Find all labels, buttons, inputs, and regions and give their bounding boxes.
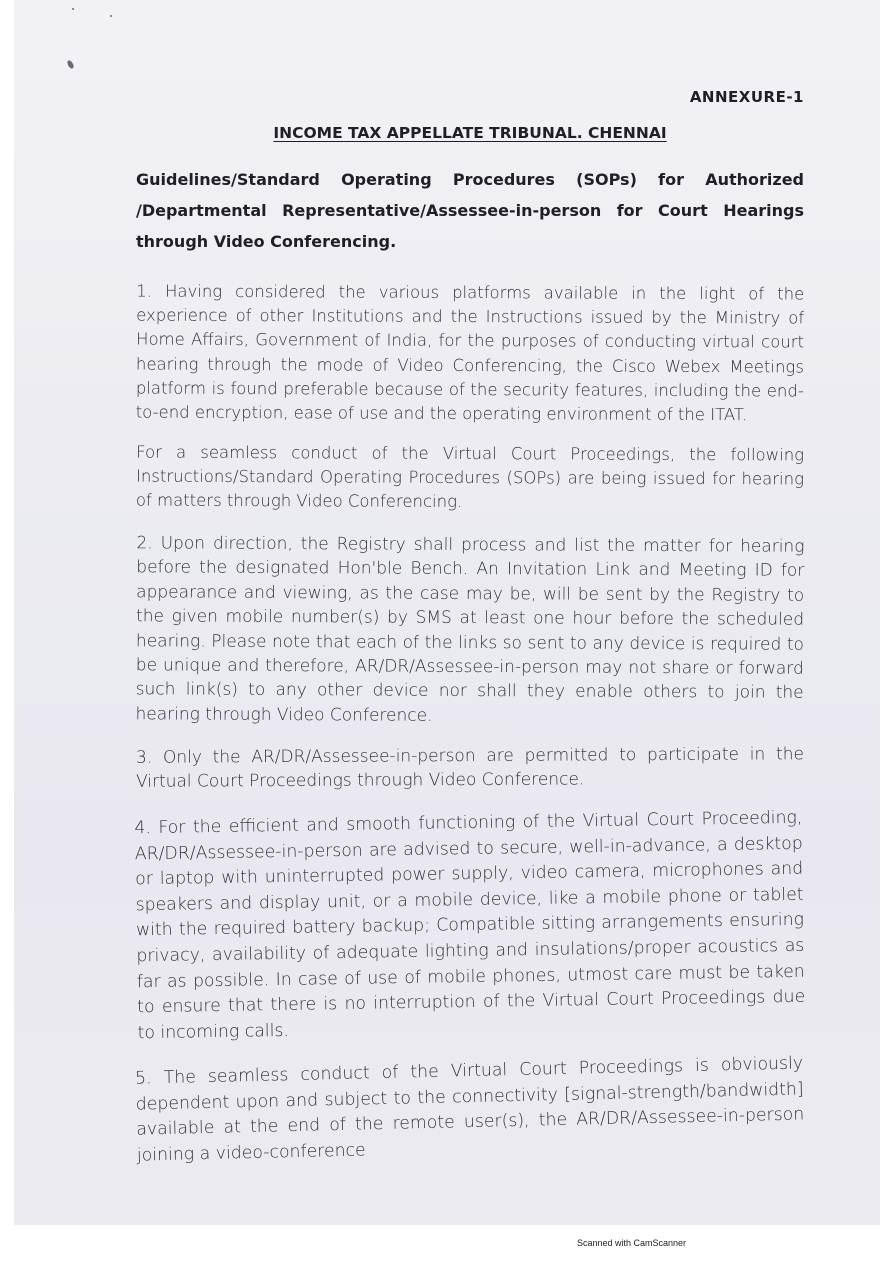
guidelines-heading: Guidelines/Standard Operating Procedures (SOPs) for Authorized /Departmental Representative/Assessee-in-person for Court Hearings through Video Conferencing. [136, 170, 804, 251]
paragraph-4: 4. For the efficient and smooth functioning of the Virtual Court Proceeding, AR/DR/Assessee-in-person are advised to secure, well-in-advance, a desktop or laptop with uninterrupted power supply, video camera, microphones and speakers and display unit, or a mobile device, like a mobile phone or tablet with the required battery backup; Compatible sitting arrangements ensuring privacy, availability of adequate lighting and insulations/proper acoustics as far as possible. In case of use of mobile phones, utmost care must be taken to ensure that there is no interruption of the Virtual Court Proceedings due to incoming calls. [134, 807, 806, 1043]
scan-speck [72, 8, 74, 10]
document-body [136, 88, 804, 1180]
annexure-label: ANNEXURE-1 [689, 88, 804, 106]
scanned-page [14, 0, 880, 1225]
paragraph-2: 2. Upon direction, the Registry shall process and list the matter for hearing before the designated Hon'ble Bench. An Invitation Link and Meeting ID for appearance and viewing, as the case may be, will be sent by the Registry to the given mobile number(s) by SMS at least one hour before the scheduled hearing. Please note that each of the links so sent to any device is required to be unique and therefore, AR/DR/Assessee-in-person may not share or forward such link(s) to any other device nor shall they enable others to join the hearing through Video Conference. [135, 533, 805, 726]
scanner-watermark: Scanned with CamScanner [577, 1238, 687, 1248]
paragraph-5: 5. The seamless conduct of the Virtual Court Proceedings is obviously dependent upon and subject to the connectivity [signal-strength/bandwidth] available at the end of the remote user(s), the AR/DR/Assessee-in-person joining a video-conference [134, 1053, 805, 1166]
paragraph-3: 3. Only the AR/DR/Assessee-in-person are permitted to participate in the Virtual Court Proceedings through Video Conference. [135, 744, 804, 793]
scan-speck [110, 15, 112, 17]
document-title: INCOME TAX APPELLATE TRIBUNAL. CHENNAI [273, 124, 667, 142]
paragraph-1: 1. Having considered the various platforms available in the light of the experience of other Institutions and the Instructions issued by the Ministry of Home Affairs, Government of India, for the purposes of conducting virtual court hearing through the mode of Video Conferencing, the Cisco Webex Meetings platform is found preferable because of the security features, including the end-to-end encryption, ease of use and the operating environment of the ITAT. [135, 281, 805, 425]
paragraph-seamless-conduct: For a seamless conduct of the Virtual Court Proceedings, the following Instructions/Standard Operating Procedures (SOPs) are being issued for hearing of matters through Video Conferencing. [135, 442, 805, 512]
scan-speck [66, 59, 75, 69]
